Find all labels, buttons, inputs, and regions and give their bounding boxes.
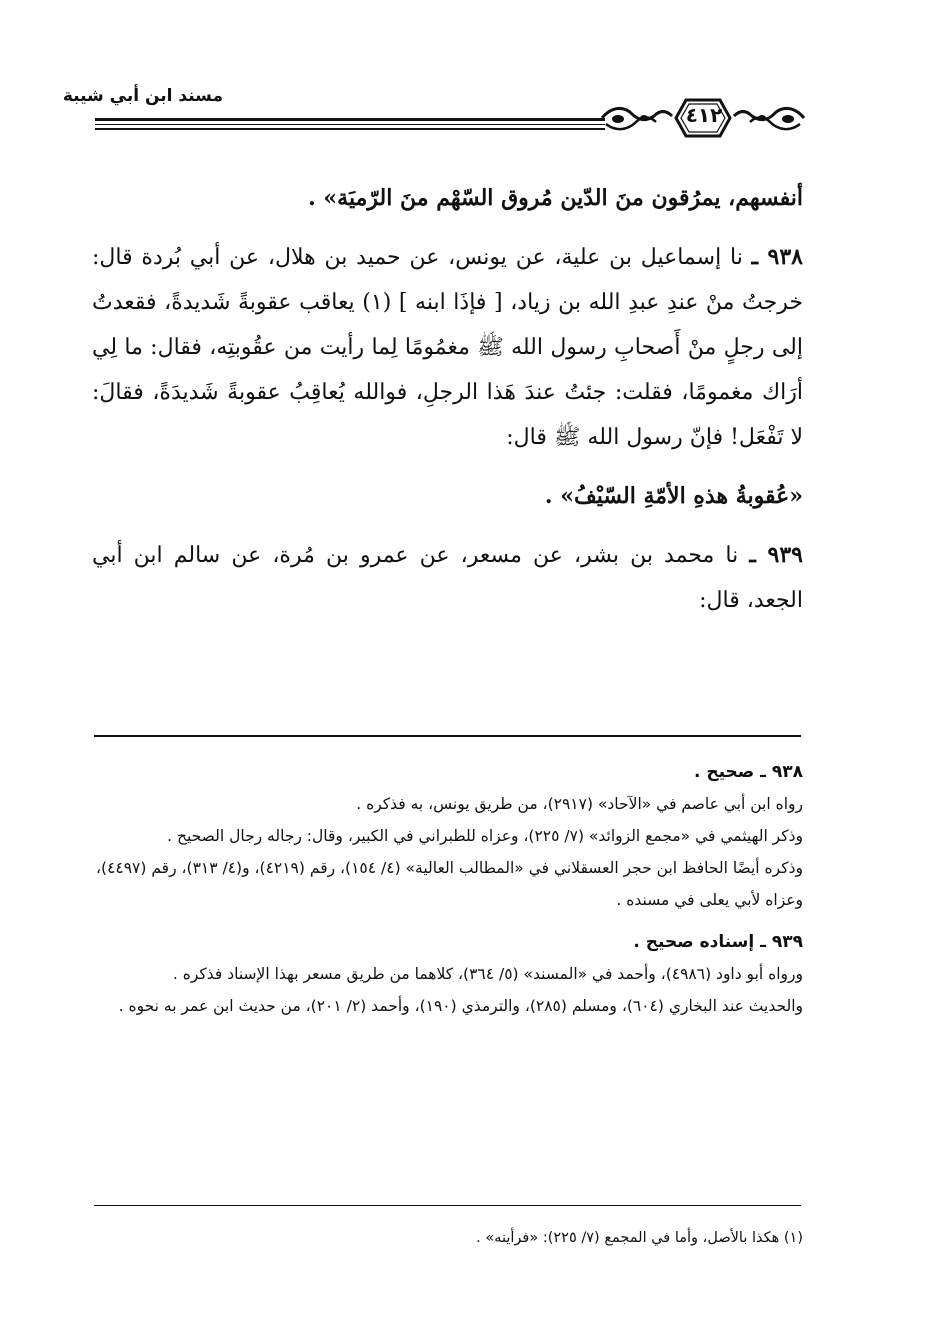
note-heading: ٩٣٨ ـ صحيح . xyxy=(693,762,803,782)
hadith-938 xyxy=(92,235,803,460)
header-rule xyxy=(95,128,605,130)
page-number: ٤١٢ xyxy=(685,103,723,127)
footnote: (١) هكذا بالأصل، وأما في المجمع (٧/ ٢٢٥): «فرأينه» . xyxy=(476,1230,803,1246)
hadith-number: ٩٣٨ ـ xyxy=(751,244,803,270)
note-line: وذكر الهيثمي في «مجمع الزوائد» (٧/ ٢٢٥)، وعزاه للطبراني في الكبير، وقال: رجاله رجال الصحيح . xyxy=(167,827,803,845)
header-rule xyxy=(95,118,605,121)
note-line: والحديث عند البخاري (٦٠٤)، ومسلم (٢٨٥)، والترمذي (١٩٠)، وأحمد (٢/ ٢٠١)، من حديث ابن عمر به نحوه . xyxy=(118,997,803,1015)
hadith-939 xyxy=(92,533,803,623)
hadith-number: ٩٣٩ ـ xyxy=(749,542,803,568)
notes-separator xyxy=(94,735,801,737)
running-title: مسند ابن أبي شيبة xyxy=(62,86,223,106)
note-line: ورواه أبو داود (٤٩٨٦)، وأحمد في «المسند» (٥/ ٣٦٤)، كلاهما من طريق مسعر بهذا الإسناد فذكره . xyxy=(172,965,803,983)
footnote-separator xyxy=(94,1205,801,1206)
header-rule xyxy=(95,124,605,125)
hadith-quote: «عُقوبةُ هذهِ الأمّةِ السّيْفُ» . xyxy=(544,483,803,509)
takhrij-notes xyxy=(96,756,803,1022)
note-heading: ٩٣٩ ـ إسناده صحيح . xyxy=(633,932,803,952)
hadith-text: نا محمد بن بشر، عن مسعر، عن عمرو بن مُرة، عن سالم ابن أبي الجعد، قال: xyxy=(92,543,803,613)
main-text xyxy=(92,176,803,623)
note-line: وذكره أيضًا الحافظ ابن حجر العسقلاني في «المطالب العالية» (٤/ ١٥٤)، رقم (٤٢١٩)، و(٤/ ٣١٣)، رقم (٤٤٩٧)، وعزاه لأبي يعلى في مسنده . xyxy=(96,859,803,909)
hadith-text: نا إسماعيل بن علية، عن يونس، عن حميد بن هلال، عن أبي بُردة قال: خرجتُ منْ عندِ عبدِ الله بن زياد، [ فإذَا ابنه ] (١) يعاقب عقوبةً شَديدةً، فقعدتُ إلى رجلٍ منْ أَصحابِ رسول الله ﷺ مغمُومًا لِما رأيت من عقُوبتِه، فقال: ما لِي أرَاك مغمومًا، فقلت: جئتُ عندَ هَذا الرجلِ، فوالله يُعاقِبُ عقوبةً شَديدَةً، فقالَ: لا تَفْعَل! فإنّ رسول الله ﷺ قال: xyxy=(92,245,803,450)
note-line: رواه ابن أبي عاصم في «الآحاد» (٢٩١٧)، من طريق يونس، به فذكره . xyxy=(356,795,803,813)
hadith-quote-end: أنفسهم، يمرُقون منَ الدّين مُروق السّهْم منَ الرّميَة» . xyxy=(308,185,803,211)
